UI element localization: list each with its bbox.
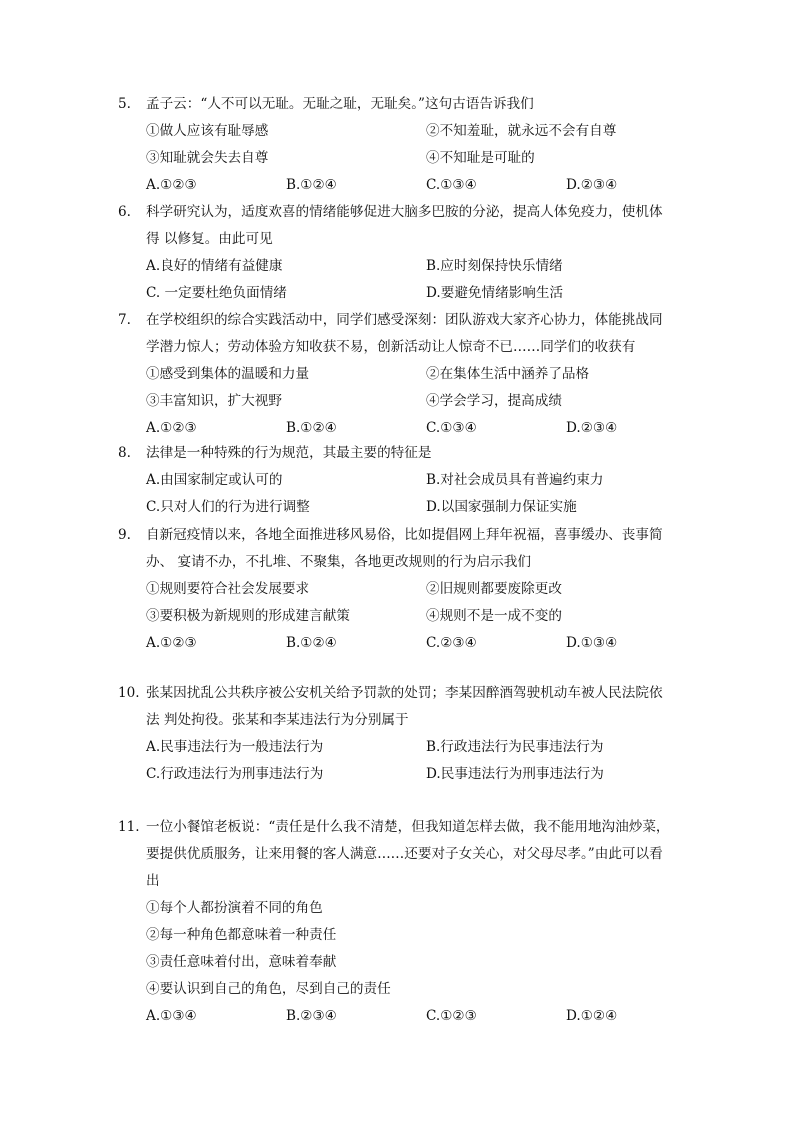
statement-4: ④不知耻是可耻的 [426, 150, 535, 166]
choice-row [118, 172, 678, 199]
choice-row [118, 494, 678, 521]
question-number: 11. [118, 819, 140, 835]
question-10 [118, 680, 678, 788]
statement-3: ③知耻就会失去自尊 [146, 150, 269, 166]
statement-3: ③责任意味着付出，意味着奉献 [146, 954, 337, 970]
question-number: 6. [118, 204, 131, 220]
question-stem-cont [118, 868, 678, 895]
question-stem-cont [118, 841, 678, 868]
statement-1: ①每个人都扮演着不同的角色 [146, 900, 323, 916]
statement-row [118, 895, 678, 922]
choice-c[interactable]: C.②③④ [426, 635, 477, 651]
statement-row [118, 922, 678, 949]
statement-2: ②旧规则都要废除更改 [426, 581, 562, 597]
choice-row [118, 761, 678, 788]
stem-line: 一位小餐馆老板说：“责任是什么我不清楚，但我知道怎样去做，我不能用地沟油炒菜， [146, 819, 670, 835]
question-number: 9. [118, 527, 131, 543]
question-number: 8. [118, 445, 131, 461]
question-11 [118, 814, 678, 1030]
stem-line: 办、 宴请不办，不扎堆、不聚集，各地更改规则的行为启示我们 [146, 554, 531, 570]
question-number: 7. [118, 312, 131, 328]
stem-line: 出 [146, 873, 160, 889]
statement-row [118, 388, 678, 415]
question-stem-cont [118, 549, 678, 576]
statement-1: ①做人应该有耻辱感 [146, 123, 269, 139]
choice-d[interactable]: D.②③④ [566, 420, 618, 436]
choice-a[interactable]: A.良好的情绪有益健康 [146, 258, 283, 274]
statement-row [118, 145, 678, 172]
statement-row [118, 603, 678, 630]
choice-b[interactable]: B.①②④ [286, 635, 337, 651]
choice-row [118, 1003, 678, 1030]
choice-c[interactable]: C.只对人们的行为进行调整 [146, 499, 310, 515]
choice-a[interactable]: A.①③④ [146, 1008, 197, 1024]
choice-a[interactable]: A.①②③ [146, 635, 197, 651]
statement-1: ①感受到集体的温暖和力量 [146, 366, 310, 382]
statement-1: ①规则要符合社会发展要求 [146, 581, 310, 597]
choice-a[interactable]: A.①②③ [146, 177, 197, 193]
question-stem [118, 680, 678, 707]
question-9 [118, 522, 678, 657]
stem-line: 学潜力惊人；劳动体验方知收获不易，创新活动让人惊奇不已……同学们的收获有 [146, 339, 636, 355]
choice-a[interactable]: A.①②③ [146, 420, 197, 436]
question-stem-cont [118, 226, 678, 253]
choice-c[interactable]: C. 一定要杜绝负面情绪 [146, 285, 287, 301]
statement-row [118, 949, 678, 976]
stem-line: 科学研究认为，适度欢喜的情绪能够促进大脑多巴胺的分泌，提高人体免疫力，使机体 [146, 204, 663, 220]
choice-a[interactable]: A.由国家制定或认可的 [146, 472, 283, 488]
question-stem [118, 199, 678, 226]
choice-row [118, 630, 678, 657]
choice-b[interactable]: B.行政违法行为民事违法行为 [426, 739, 604, 755]
choice-b[interactable]: B.②③④ [286, 1008, 337, 1024]
choice-row [118, 415, 678, 442]
stem-line: 得 以修复。由此可见 [146, 231, 273, 247]
statement-row [118, 976, 678, 1003]
choice-c[interactable]: C.①②③ [426, 1008, 477, 1024]
choice-row [118, 280, 678, 307]
choice-b[interactable]: B.对社会成员具有普遍约束力 [426, 472, 604, 488]
question-5 [118, 91, 678, 199]
question-7 [118, 307, 678, 442]
stem-line: 孟子云：“人不可以无耻。无耻之耻，无耻矣。”这句古语告诉我们 [146, 96, 534, 112]
statement-2: ②不知羞耻，就永远不会有自尊 [426, 123, 617, 139]
choice-d[interactable]: D.要避免情绪影响生活 [426, 285, 564, 301]
choice-d[interactable]: D.民事违法行为刑事违法行为 [426, 766, 604, 782]
question-stem-cont [118, 334, 678, 361]
stem-line: 法 判处拘役。张某和李某违法行为分别属于 [146, 712, 409, 728]
statement-3: ③丰富知识，扩大视野 [146, 393, 282, 409]
choice-b[interactable]: B.应时刻保持快乐情绪 [426, 258, 563, 274]
question-number: 10. [118, 685, 140, 701]
stem-line: 要提供优质服务，让来用餐的客人满意……还要对子女关心，对父母尽孝。”由此可以看 [146, 846, 663, 862]
stem-line: 自新冠疫情以来，各地全面推进移风易俗，比如提倡网上拜年祝福，喜事缓办、丧事简 [146, 527, 663, 543]
choice-b[interactable]: B.①②④ [286, 420, 337, 436]
question-stem [118, 307, 678, 334]
choice-row [118, 253, 678, 280]
choice-c[interactable]: C.行政违法行为刑事违法行为 [146, 766, 324, 782]
question-stem-cont [118, 707, 678, 734]
question-stem [118, 814, 678, 841]
statement-row [118, 361, 678, 388]
choice-b[interactable]: B.①②④ [286, 177, 337, 193]
choice-row [118, 734, 678, 761]
stem-line: 张某因扰乱公共秩序被公安机关给予罚款的处罚；李某因醉酒驾驶机动车被人民法院依 [146, 685, 663, 701]
choice-a[interactable]: A.民事违法行为一般违法行为 [146, 739, 324, 755]
question-8 [118, 440, 678, 521]
stem-line: 在学校组织的综合实践活动中，同学们感受深刻：团队游戏大家齐心协力，体能挑战同 [146, 312, 663, 328]
statement-row [118, 118, 678, 145]
choice-d[interactable]: D.①②④ [566, 1008, 618, 1024]
statement-4: ④要认识到自己的角色，尽到自己的责任 [146, 981, 391, 997]
question-stem [118, 91, 678, 118]
choice-c[interactable]: C.①③④ [426, 177, 477, 193]
stem-line: 法律是一种特殊的行为规范，其最主要的特征是 [146, 445, 432, 461]
statement-2: ②每一种角色都意味着一种责任 [146, 927, 337, 943]
statement-3: ③要积极为新规则的形成建言献策 [146, 608, 350, 624]
choice-row [118, 467, 678, 494]
statement-row [118, 576, 678, 603]
statement-2: ②在集体生活中涵养了品格 [426, 366, 590, 382]
statement-4: ④学会学习，提高成绩 [426, 393, 562, 409]
choice-d[interactable]: D.①③④ [566, 635, 618, 651]
question-stem [118, 522, 678, 549]
choice-d[interactable]: D.②③④ [566, 177, 618, 193]
question-6 [118, 199, 678, 307]
statement-4: ④规则不是一成不变的 [426, 608, 562, 624]
choice-d[interactable]: D.以国家强制力保证实施 [426, 499, 577, 515]
question-stem [118, 440, 678, 467]
question-number: 5. [118, 96, 131, 112]
choice-c[interactable]: C.①③④ [426, 420, 477, 436]
